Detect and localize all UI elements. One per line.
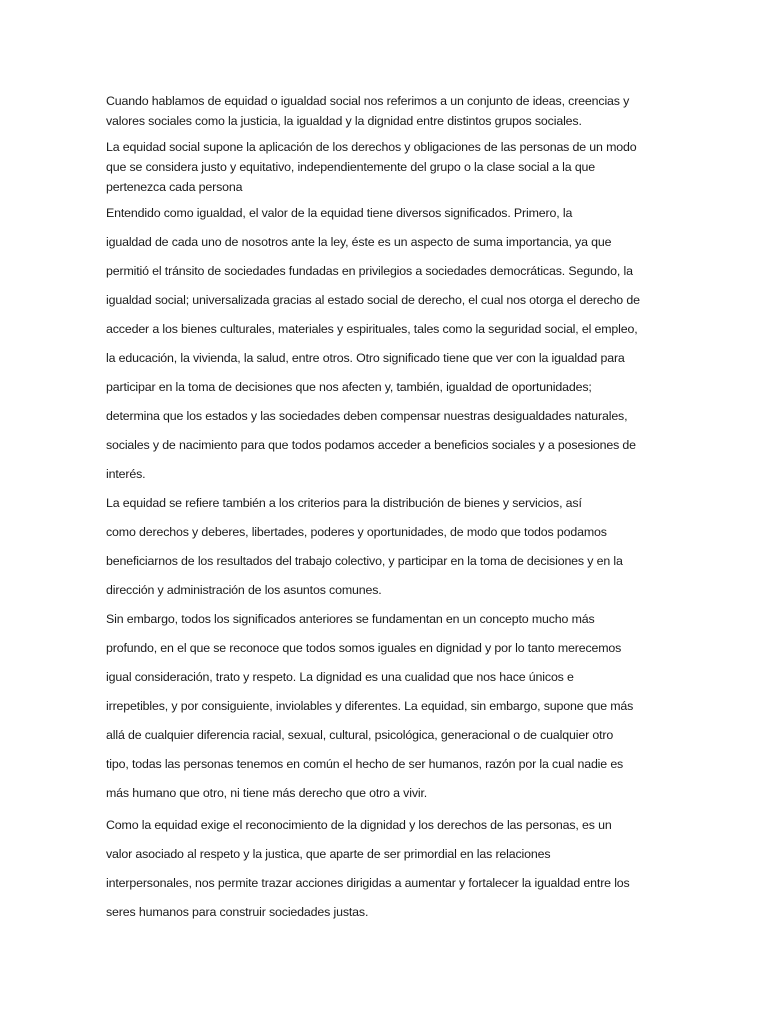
paragraph-line: determina que los estados y las sociedades deben compensar nuestras desigualdades naturales, — [106, 409, 628, 423]
paragraph-line: igualdad social; universalizada gracias al estado social de derecho, el cual nos otorga el derecho de — [106, 293, 640, 307]
paragraph-3 — [106, 199, 666, 489]
paragraph-2 — [106, 137, 666, 197]
paragraph-line: igualdad de cada uno de nosotros ante la ley, éste es un aspecto de suma importancia, ya que — [106, 235, 612, 249]
paragraph-line: seres humanos para construir sociedades justas. — [106, 905, 369, 919]
paragraph-line: La equidad social supone la aplicación de los derechos y obligaciones de las personas de un modo — [106, 140, 637, 154]
paragraph-1 — [106, 91, 666, 131]
paragraph-line: Cuando hablamos de equidad o igualdad social nos referimos a un conjunto de ideas, creencias y — [106, 94, 630, 108]
paragraph-line: que se considera justo y equitativo, independientemente del grupo o la clase social a la que — [106, 160, 596, 174]
paragraph-line: interés. — [106, 467, 146, 481]
paragraph-line: igual consideración, trato y respeto. La dignidad es una cualidad que nos hace únicos e — [106, 670, 574, 684]
paragraph-line: allá de cualquier diferencia racial, sexual, cultural, psicológica, generacional o de cualquier otro — [106, 728, 614, 742]
paragraph-6 — [106, 811, 666, 927]
paragraph-line: Entendido como igualdad, el valor de la equidad tiene diversos significados. Primero, la — [106, 206, 573, 220]
paragraph-5 — [106, 605, 666, 808]
paragraph-line: irrepetibles, y por consiguiente, inviolables y diferentes. La equidad, sin embargo, supone que más — [106, 699, 634, 713]
paragraph-line: valor asociado al respeto y la justica, que aparte de ser primordial en las relaciones — [106, 847, 551, 861]
paragraph-line: permitió el tránsito de sociedades fundadas en privilegios a sociedades democráticas. Segundo, la — [106, 264, 633, 278]
paragraph-line: La equidad se refiere también a los criterios para la distribución de bienes y servicios, así — [106, 496, 582, 510]
paragraph-line: la educación, la vivienda, la salud, entre otros. Otro significado tiene que ver con la igualdad para — [106, 351, 625, 365]
paragraph-line: como derechos y deberes, libertades, poderes y oportunidades, de modo que todos podamos — [106, 525, 607, 539]
paragraph-line: dirección y administración de los asuntos comunes. — [106, 583, 382, 597]
paragraph-line: valores sociales como la justicia, la igualdad y la dignidad entre distintos grupos sociales. — [106, 114, 582, 128]
paragraph-line: pertenezca cada persona — [106, 180, 243, 194]
paragraph-line: más humano que otro, ni tiene más derecho que otro a vivir. — [106, 786, 428, 800]
paragraph-line: tipo, todas las personas tenemos en común el hecho de ser humanos, razón por la cual nadie es — [106, 757, 624, 771]
paragraph-line: interpersonales, nos permite trazar acciones dirigidas a aumentar y fortalecer la igualdad entre los — [106, 876, 630, 890]
paragraph-4 — [106, 489, 666, 605]
paragraph-line: participar en la toma de decisiones que nos afecten y, también, igualdad de oportunidades; — [106, 380, 592, 394]
paragraph-line: Como la equidad exige el reconocimiento de la dignidad y los derechos de las personas, es un — [106, 818, 612, 832]
paragraph-line: profundo, en el que se reconoce que todos somos iguales en dignidad y por lo tanto merecemos — [106, 641, 622, 655]
paragraph-line: sociales y de nacimiento para que todos podamos acceder a beneficios sociales y a posesiones de — [106, 438, 636, 452]
paragraph-line: acceder a los bienes culturales, materiales y espirituales, tales como la seguridad social, el empleo, — [106, 322, 638, 336]
paragraph-line: beneficiarnos de los resultados del trabajo colectivo, y participar en la toma de decisiones y en la — [106, 554, 623, 568]
paragraph-line: Sin embargo, todos los significados anteriores se fundamentan en un concepto mucho más — [106, 612, 595, 626]
